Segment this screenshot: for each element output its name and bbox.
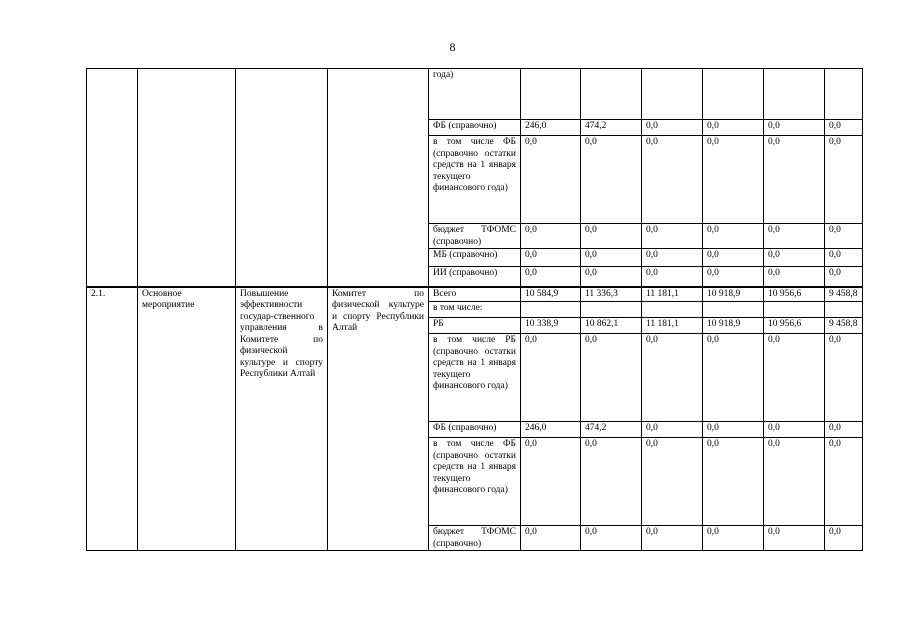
value-cell [825, 302, 863, 318]
value-cell [521, 302, 581, 318]
item-number: 2.1. [87, 287, 138, 551]
page-number: 8 [449, 40, 456, 54]
funding-source-cell: Всего [429, 287, 521, 302]
value-cell: 10 956,6 [764, 318, 825, 334]
value-cell: 0,0 [521, 438, 581, 526]
value-cell: 0,0 [703, 136, 764, 224]
type-cell-empty [138, 69, 236, 287]
value-cell: 0,0 [764, 438, 825, 526]
value-cell [581, 302, 642, 318]
funding-source-cell: ИИ (справочно) [429, 267, 521, 287]
funding-source-cell: РБ [429, 318, 521, 334]
funding-source-cell: МБ (справочно) [429, 249, 521, 267]
value-cell: 0,0 [703, 267, 764, 287]
value-cell [581, 69, 642, 120]
executor-cell-empty [328, 69, 429, 287]
value-cell: 9 458,8 [825, 287, 863, 302]
value-cell: 0,0 [825, 136, 863, 224]
value-cell: 0,0 [642, 438, 703, 526]
value-cell: 11 336,3 [581, 287, 642, 302]
value-cell: 0,0 [764, 334, 825, 422]
value-cell: 0,0 [825, 334, 863, 422]
value-cell: 0,0 [825, 526, 863, 551]
value-cell: 0,0 [642, 224, 703, 249]
value-cell: 0,0 [703, 249, 764, 267]
value-cell: 0,0 [642, 526, 703, 551]
value-cell: 0,0 [703, 120, 764, 136]
value-cell: 0,0 [764, 224, 825, 249]
value-cell: 0,0 [764, 422, 825, 438]
value-cell: 0,0 [521, 224, 581, 249]
value-cell: 0,0 [764, 267, 825, 287]
value-cell: 474,2 [581, 120, 642, 136]
funding-source-cell: ФБ (справочно) [429, 422, 521, 438]
number-cell-empty [87, 69, 138, 287]
value-cell: 11 181,1 [642, 287, 703, 302]
value-cell: 246,0 [521, 120, 581, 136]
value-cell: 0,0 [521, 526, 581, 551]
funding-source-cell: в том числе РБ (справочно остатки средств на 1 января текущего финансового года) [429, 334, 521, 422]
funding-source-cell: года) [429, 69, 521, 120]
budget-table [86, 68, 863, 551]
item-name: Повышение эффективности государ-ственного управления в Комитете по физической культуре и спорту Республики Алтай [236, 287, 328, 551]
value-cell: 0,0 [703, 526, 764, 551]
value-cell: 0,0 [764, 136, 825, 224]
value-cell: 10 918,9 [703, 287, 764, 302]
value-cell: 0,0 [642, 136, 703, 224]
value-cell: 0,0 [581, 438, 642, 526]
value-cell: 0,0 [642, 120, 703, 136]
value-cell: 0,0 [825, 249, 863, 267]
value-cell [642, 302, 703, 318]
value-cell [764, 69, 825, 120]
value-cell: 0,0 [703, 438, 764, 526]
value-cell [764, 302, 825, 318]
value-cell: 10 956,6 [764, 287, 825, 302]
funding-source-cell: бюджет ТФОМС (справочно) [429, 526, 521, 551]
value-cell: 0,0 [581, 526, 642, 551]
value-cell: 0,0 [825, 267, 863, 287]
funding-source-cell: в том числе ФБ (справочно остатки средств на 1 января текущего финансового года) [429, 136, 521, 224]
value-cell: 0,0 [825, 120, 863, 136]
funding-source-cell: в том числе: [429, 302, 521, 318]
value-cell: 0,0 [642, 422, 703, 438]
value-cell: 0,0 [581, 136, 642, 224]
value-cell: 0,0 [825, 438, 863, 526]
value-cell: 11 181,1 [642, 318, 703, 334]
funding-source-cell: ФБ (справочно) [429, 120, 521, 136]
value-cell: 0,0 [703, 224, 764, 249]
value-cell: 0,0 [521, 136, 581, 224]
value-cell: 0,0 [581, 267, 642, 287]
value-cell: 474,2 [581, 422, 642, 438]
table-row [87, 287, 863, 302]
value-cell: 0,0 [825, 422, 863, 438]
item-type: Основное мероприятие [138, 287, 236, 551]
value-cell: 0,0 [581, 334, 642, 422]
value-cell: 10 338,9 [521, 318, 581, 334]
value-cell: 10 584,9 [521, 287, 581, 302]
value-cell [703, 302, 764, 318]
value-cell: 0,0 [642, 267, 703, 287]
value-cell: 0,0 [703, 334, 764, 422]
table-row [87, 69, 863, 120]
value-cell [703, 69, 764, 120]
name-cell-empty [236, 69, 328, 287]
value-cell: 0,0 [764, 249, 825, 267]
value-cell: 0,0 [764, 120, 825, 136]
value-cell [642, 69, 703, 120]
value-cell: 0,0 [581, 224, 642, 249]
value-cell: 0,0 [521, 334, 581, 422]
value-cell: 0,0 [703, 422, 764, 438]
value-cell: 0,0 [825, 224, 863, 249]
value-cell: 0,0 [521, 267, 581, 287]
funding-source-cell: бюджет ТФОМС (справочно) [429, 224, 521, 249]
value-cell: 0,0 [581, 249, 642, 267]
value-cell [521, 69, 581, 120]
value-cell: 9 458,8 [825, 318, 863, 334]
value-cell: 0,0 [764, 526, 825, 551]
funding-source-cell: в том числе ФБ (справочно остатки средств на 1 января текущего финансового года) [429, 438, 521, 526]
value-cell [825, 69, 863, 120]
value-cell: 10 918,9 [703, 318, 764, 334]
value-cell: 0,0 [642, 334, 703, 422]
value-cell: 10 862,1 [581, 318, 642, 334]
value-cell: 0,0 [642, 249, 703, 267]
value-cell: 0,0 [521, 249, 581, 267]
value-cell: 246,0 [521, 422, 581, 438]
item-executor: Комитет по физической культуре и спорту Республики Алтай [328, 287, 429, 551]
table-body [87, 69, 863, 551]
